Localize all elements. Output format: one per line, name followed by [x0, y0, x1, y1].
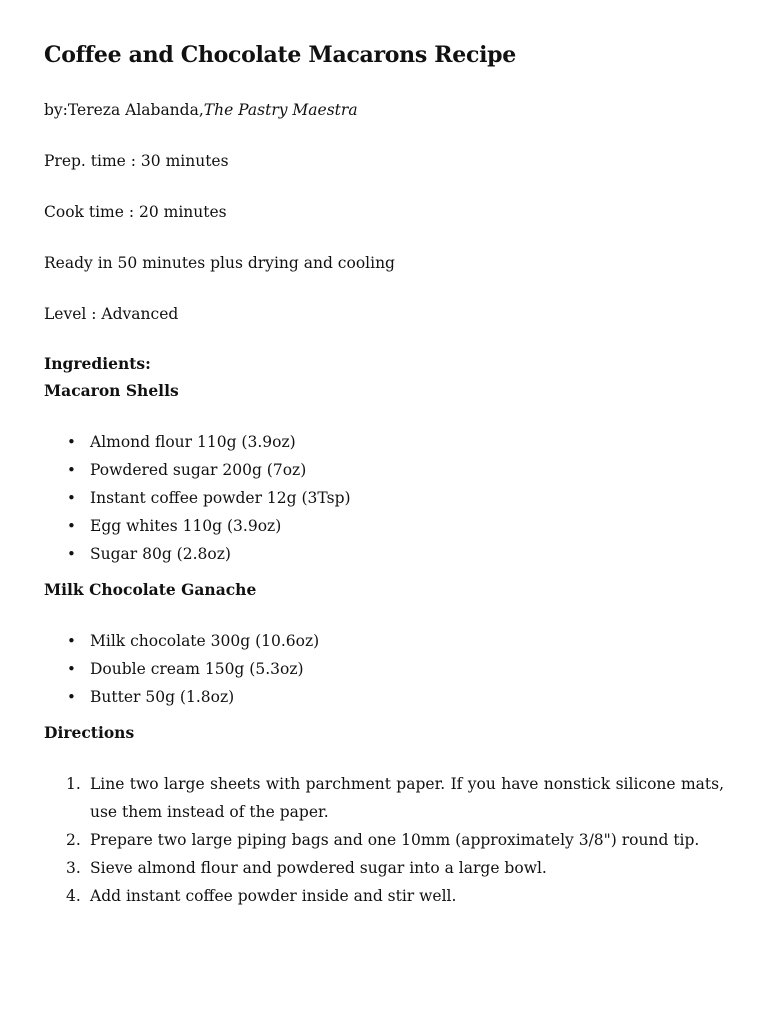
recipe-title: Coffee and Chocolate Macarons Recipe	[44, 42, 516, 68]
byline-author: by:Tereza Alabanda,	[44, 101, 204, 119]
macaron-shells-heading: Macaron Shells	[44, 381, 179, 400]
bullet-icon: •	[67, 688, 76, 706]
bullet-icon: •	[67, 433, 76, 451]
recipe-document	[44, 40, 724, 910]
byline	[44, 100, 724, 120]
ingredients-heading: Ingredients:	[44, 354, 151, 373]
step-text: Sieve almond flour and powdered sugar into a large bowl.	[90, 859, 547, 877]
step-text: Prepare two large piping bags and one 10mm (approximately 3/8") round tip.	[90, 831, 700, 849]
step-number: 1.	[66, 775, 81, 793]
list-item	[44, 631, 724, 651]
list-item	[44, 432, 724, 452]
direction-step	[44, 854, 724, 882]
directions-list	[44, 770, 724, 910]
ingredient-text: Milk chocolate 300g (10.6oz)	[90, 632, 320, 650]
macaron-shells-list	[44, 432, 724, 564]
bullet-icon: •	[67, 517, 76, 535]
direction-step	[44, 826, 724, 854]
byline-publication: The Pastry Maestra	[203, 101, 358, 119]
bullet-icon: •	[67, 632, 76, 650]
ganache-heading: Milk Chocolate Ganache	[44, 580, 257, 599]
prep-time: Prep. time : 30 minutes	[44, 152, 229, 170]
direction-step	[44, 770, 724, 826]
ingredient-text: Double cream 150g (5.3oz)	[90, 660, 304, 678]
list-item	[44, 488, 724, 508]
ganache-list	[44, 631, 724, 707]
bullet-icon: •	[67, 660, 76, 678]
difficulty-level: Level : Advanced	[44, 305, 179, 323]
ingredient-text: Instant coffee powder 12g (3Tsp)	[90, 489, 351, 507]
directions-heading: Directions	[44, 723, 135, 742]
ingredient-text: Almond flour 110g (3.9oz)	[90, 433, 296, 451]
list-item	[44, 687, 724, 707]
bullet-icon: •	[67, 461, 76, 479]
direction-step	[44, 882, 724, 910]
list-item	[44, 516, 724, 536]
cook-time: Cook time : 20 minutes	[44, 203, 227, 221]
step-number: 3.	[66, 859, 81, 877]
step-number: 4.	[66, 887, 81, 905]
ingredient-text: Powdered sugar 200g (7oz)	[90, 461, 307, 479]
list-item	[44, 460, 724, 480]
list-item	[44, 659, 724, 679]
ingredient-text: Sugar 80g (2.8oz)	[90, 545, 231, 563]
ingredient-text: Butter 50g (1.8oz)	[90, 688, 235, 706]
bullet-icon: •	[67, 489, 76, 507]
ready-time: Ready in 50 minutes plus drying and cooling	[44, 254, 395, 272]
step-text: Add instant coffee powder inside and stir well.	[90, 887, 457, 905]
step-text: Line two large sheets with parchment paper. If you have nonstick silicone mats, use them instead of the paper.	[90, 775, 724, 821]
list-item	[44, 544, 724, 564]
step-number: 2.	[66, 831, 81, 849]
bullet-icon: •	[67, 545, 76, 563]
ingredient-text: Egg whites 110g (3.9oz)	[90, 517, 282, 535]
